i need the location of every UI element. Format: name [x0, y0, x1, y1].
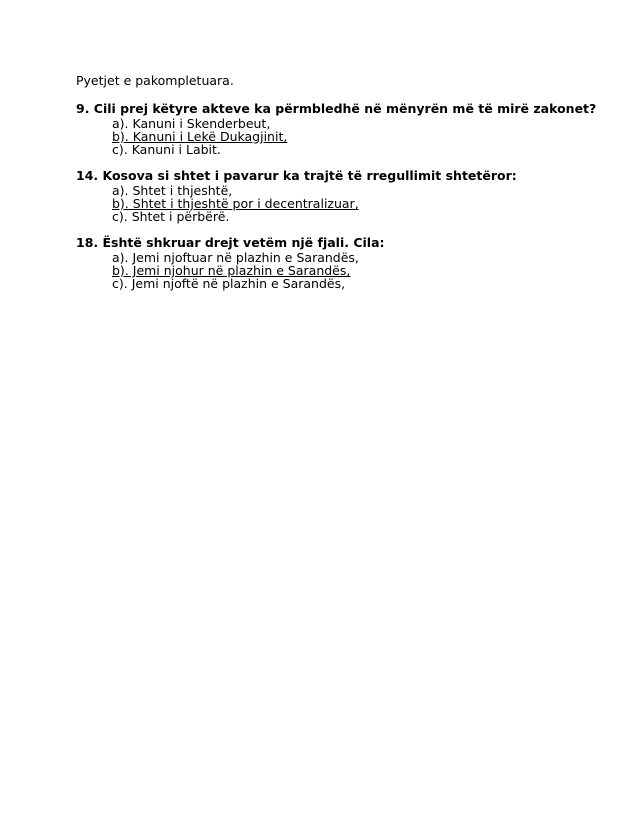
answer-option-c: c). Shtet i përbërë. — [112, 209, 230, 224]
answer-options — [76, 117, 616, 156]
question-9 — [76, 101, 616, 156]
question-title: 14. Kosova si shtet i pavarur ka trajtë të rregullimit shtetëror: — [76, 168, 517, 183]
answer-options — [76, 184, 616, 223]
intro-text: Pyetjet e pakompletuara. — [76, 73, 234, 88]
answer-option-a: a). Jemi njoftuar në plazhin e Sarandës, — [112, 250, 359, 265]
question-title: 18. Është shkruar drejt vetëm një fjali. Cila: — [76, 235, 385, 250]
answer-option-c: c). Kanuni i Labit. — [112, 142, 221, 157]
answer-option-b-underlined: b). Jemi njohur në plazhin e Sarandës, — [112, 263, 351, 278]
answer-option-a: a). Kanuni i Skenderbeut, — [112, 116, 271, 131]
answer-option-c: c). Jemi njoftë në plazhin e Sarandës, — [112, 276, 346, 291]
answer-option-b-underlined: b). Kanuni i Lekë Dukagjinit, — [112, 129, 288, 144]
answer-option-a: a). Shtet i thjeshtë, — [112, 183, 233, 198]
question-title: 9. Cili prej këtyre akteve ka përmbledhë në mënyrën më të mirë zakonet? — [76, 101, 597, 116]
answer-options — [76, 251, 616, 290]
answer-option-b-underlined: b). Shtet i thjeshtë por i decentralizuar, — [112, 196, 359, 211]
question-14 — [76, 168, 616, 223]
question-18 — [76, 235, 616, 290]
